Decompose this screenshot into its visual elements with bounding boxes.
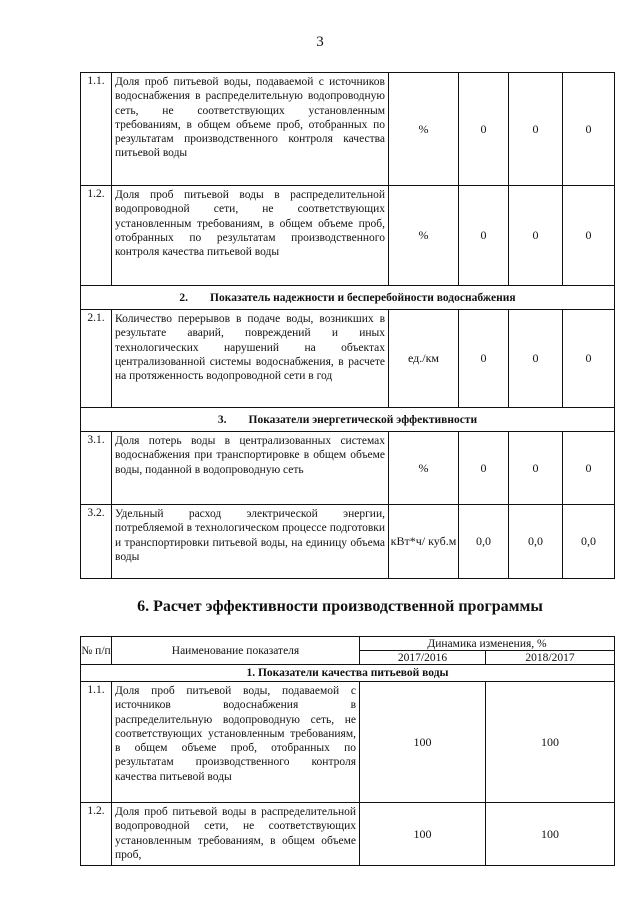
section-heading: 6. Расчет эффективности производственной программы bbox=[137, 598, 543, 615]
unit-cell: % bbox=[389, 186, 459, 286]
value-cell: 0,0 bbox=[563, 505, 615, 579]
col-dynamics-header: Динамика изменения, % bbox=[360, 637, 615, 651]
indicator-name: Доля проб питьевой воды в распределительной водопроводной сети, не соответствующих установленным требованиям, в общем объеме проб, отобранных по результатам производственного контроля качества питьевой воды bbox=[112, 186, 389, 286]
efficiency-table bbox=[80, 636, 615, 866]
row-number: 1.1. bbox=[81, 73, 112, 186]
row-number: 1.1. bbox=[81, 682, 112, 803]
value-cell: 0 bbox=[563, 186, 615, 286]
value-cell: 0 bbox=[509, 186, 563, 286]
section-number: 3. bbox=[217, 413, 227, 426]
value-cell: 0 bbox=[509, 73, 563, 186]
section-title bbox=[81, 408, 615, 432]
value-cell: 0 bbox=[509, 310, 563, 408]
col-year-header: 2017/2016 bbox=[360, 651, 486, 665]
table-row bbox=[81, 73, 615, 186]
col-name-header: Наименование показателя bbox=[112, 637, 360, 665]
value-cell: 100 bbox=[360, 682, 486, 803]
col-number-header: № п/п bbox=[81, 637, 112, 665]
unit-cell: % bbox=[389, 432, 459, 505]
header-row bbox=[81, 637, 615, 651]
unit-cell: % bbox=[389, 73, 459, 186]
section-row bbox=[81, 286, 615, 310]
value-cell: 0 bbox=[509, 432, 563, 505]
indicator-name: Доля проб питьевой воды в распределительной водопроводной сети, не соответствующих установленным требованиям, в общем объеме проб, bbox=[112, 803, 360, 866]
table-row bbox=[81, 682, 615, 803]
row-number: 2.1. bbox=[81, 310, 112, 408]
unit-cell: кВт*ч/ куб.м bbox=[389, 505, 459, 579]
value-cell: 100 bbox=[486, 803, 615, 866]
indicator-name: Доля потерь воды в централизованных системах водоснабжения при транспортировке в общем объеме воды, поданной в водопроводную сеть bbox=[112, 432, 389, 505]
value-cell: 0,0 bbox=[509, 505, 563, 579]
value-cell: 0,0 bbox=[459, 505, 509, 579]
value-cell: 0 bbox=[563, 310, 615, 408]
row-number: 3.2. bbox=[81, 505, 112, 579]
section-number: 2. bbox=[179, 291, 189, 304]
row-number: 1.2. bbox=[81, 803, 112, 866]
table-row bbox=[81, 186, 615, 286]
indicators-table bbox=[80, 72, 615, 579]
row-number: 1.2. bbox=[81, 186, 112, 286]
table-row bbox=[81, 505, 615, 579]
page-number: 3 bbox=[316, 34, 324, 50]
indicator-name: Доля проб питьевой воды, подаваемой с источников водоснабжения в распределительную водопроводную сеть, не соответствующих установленным требованиям, в общем объеме проб, отобранных по результатам производственного контроля качества питьевой воды bbox=[112, 73, 389, 186]
value-cell: 0 bbox=[563, 73, 615, 186]
table-row bbox=[81, 432, 615, 505]
section-row bbox=[81, 408, 615, 432]
row-number: 3.1. bbox=[81, 432, 112, 505]
value-cell: 0 bbox=[459, 432, 509, 505]
section-row bbox=[81, 665, 615, 682]
value-cell: 0 bbox=[459, 310, 509, 408]
value-cell: 0 bbox=[459, 73, 509, 186]
section-title bbox=[81, 286, 615, 310]
col-year-header: 2018/2017 bbox=[486, 651, 615, 665]
value-cell: 100 bbox=[360, 803, 486, 866]
value-cell: 0 bbox=[563, 432, 615, 505]
table-row bbox=[81, 803, 615, 866]
indicator-name: Количество перерывов в подаче воды, возникших в результате аварий, повреждений и иных технологических нарушений на объектах централизованной системы водоснабжения, в расчете на протяженность водопроводной сети в год bbox=[112, 310, 389, 408]
value-cell: 0 bbox=[459, 186, 509, 286]
indicator-name: Доля проб питьевой воды, подаваемой с источников водоснабжения в распределительную водопроводную сеть, не соответствующих установленным требованиям, в общем объеме проб, отобранных по результатам производственного контроля качества питьевой воды bbox=[112, 682, 360, 803]
indicator-name: Удельный расход электрической энергии, потребляемой в технологическом процессе подготовки и транспортировки питьевой воды, на единицу объема воды bbox=[112, 505, 389, 579]
value-cell: 100 bbox=[486, 682, 615, 803]
unit-cell: ед./км bbox=[389, 310, 459, 408]
section-label: Показатели энергетической эффективности bbox=[248, 413, 478, 426]
table-row bbox=[81, 310, 615, 408]
section-label: Показатель надежности и бесперебойности водоснабжения bbox=[210, 291, 516, 304]
section-title: 1. Показатели качества питьевой воды bbox=[81, 665, 615, 682]
